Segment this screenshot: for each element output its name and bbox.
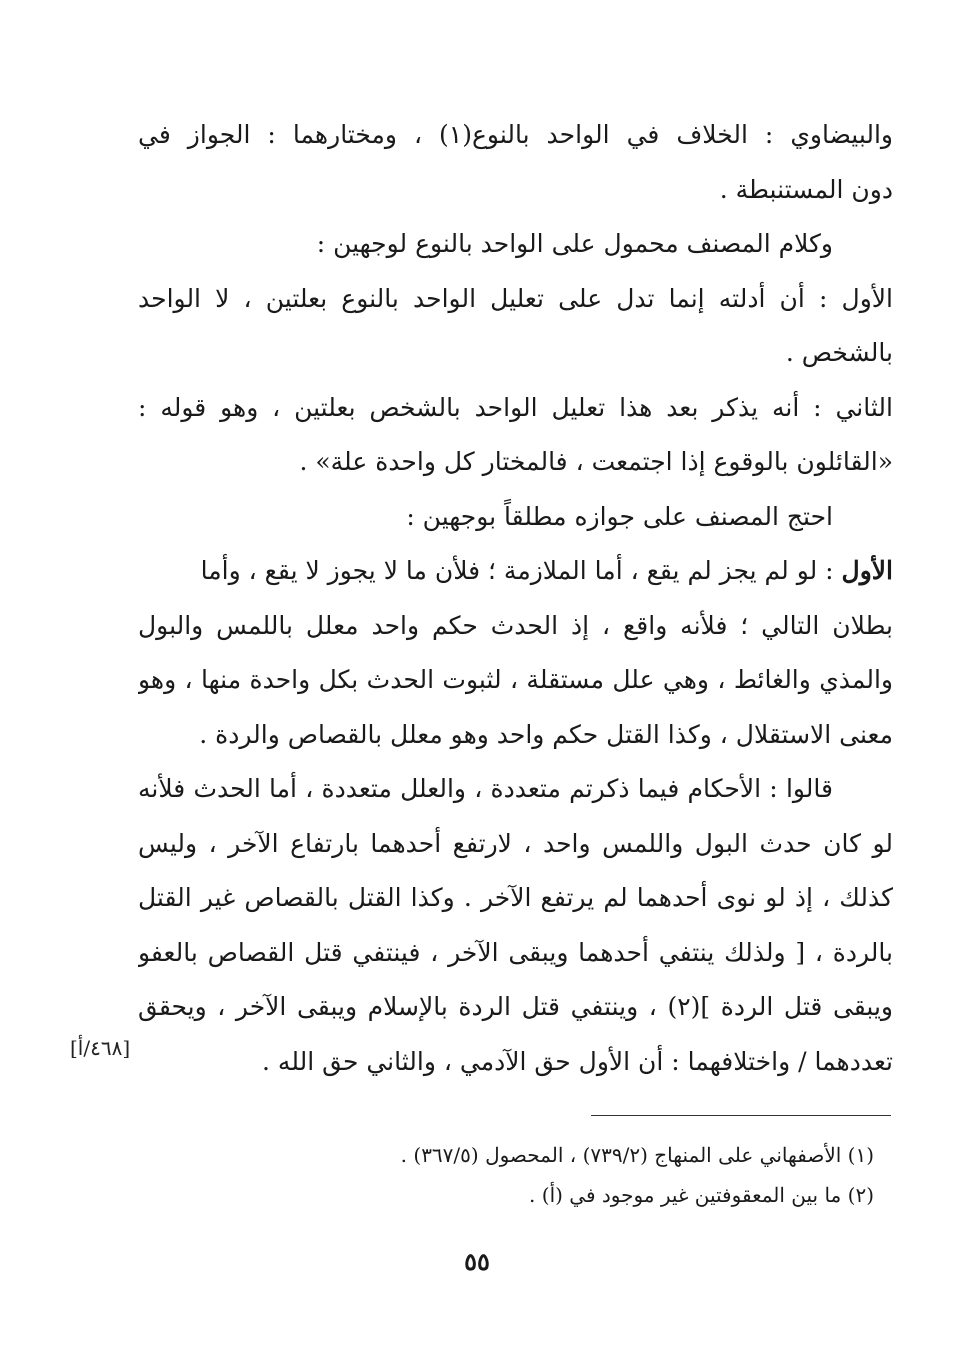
footnote-divider: [591, 1115, 891, 1116]
text-line: معنى الاستقلال ، وكذا القتل حكم واحد وهو معلل بالقصاص والردة .: [199, 719, 893, 749]
text-line: وكلام المصنف محمول على الواحد بالنوع لوجهين :: [316, 229, 833, 258]
text-line: تعددهما / واختلافهما : أن الأول حق الآدمي ، والثاني حق الله .: [262, 1046, 893, 1076]
text-line: والبيضاوي : الخلاف في الواحد بالنوع(١) ، ومختارهما : الجواز في: [138, 120, 893, 149]
manuscript-folio-reference: [٤٦٨/أ]: [70, 1036, 131, 1060]
text-line: بطلان التالي ؛ فلأنه واقع ، إذ الحدث حكم واحد معلل باللمس والبول: [138, 610, 893, 640]
text-line: كذلك ، إذ لو نوى أحدهما لم يرتفع الآخر . وكذا القتل بالقصاص غير القتل: [138, 883, 893, 912]
text-span: : لو لم يجز لم يقع ، أما الملازمة ؛ فلأن ما لا يجوز لا يقع ، وأما: [200, 556, 842, 585]
text-line: والمذي والغائط ، وهي علل مستقلة ، لثبوت الحدث بكل واحدة منها ، وهو: [138, 665, 893, 694]
text-line: لو كان حدث البول واللمس واحد ، لارتفع أحدهما بارتفاع الآخر ، وليس: [138, 828, 893, 858]
text-line: «القائلون بالوقوع إذا اجتمعت ، فالمختار كل واحدة علة» .: [299, 447, 893, 476]
text-line: بالشخص .: [785, 338, 893, 367]
text-line: [138, 544, 893, 599]
text-line: قالوا : الأحكام فيما ذكرتم متعددة ، والعلل متعددة ، أما الحدث فلأنه: [138, 774, 833, 803]
text-line: بالردة ، [ ولذلك ينتفي أحدهما ويبقى الآخر ، فينتفي قتل القصاص بالعفو: [138, 937, 893, 967]
text-line: ويبقى قتل الردة ](٢) ، وينتفي قتل الردة بالإسلام ويبقى الآخر ، ويحقق: [138, 992, 893, 1021]
text-line: احتج المصنف على جوازه مطلقاً بوجهين :: [406, 501, 833, 531]
page-number: ٥٥: [464, 1247, 490, 1276]
main-text-block: [138, 108, 893, 1089]
footnote: (٢) ما بين المعقوفتين غير موجود في (أ) .: [529, 1183, 874, 1207]
section-heading-first: الأول: [841, 556, 893, 585]
footnotes-block: [300, 1135, 874, 1215]
text-line: الثاني : أنه يذكر بعد هذا تعليل الواحد بالشخص بعلتين ، وهو قوله :: [138, 392, 893, 422]
text-line: دون المستنبطة .: [719, 174, 893, 204]
footnote: (١) الأصفهاني على المنهاج (٧٣٩/٢) ، المحصول (٣٦٧/٥) .: [400, 1143, 874, 1167]
text-line: الأول : أن أدلته إنما تدل على تعليل الواحد بالنوع بعلتين ، لا الواحد: [138, 283, 893, 313]
